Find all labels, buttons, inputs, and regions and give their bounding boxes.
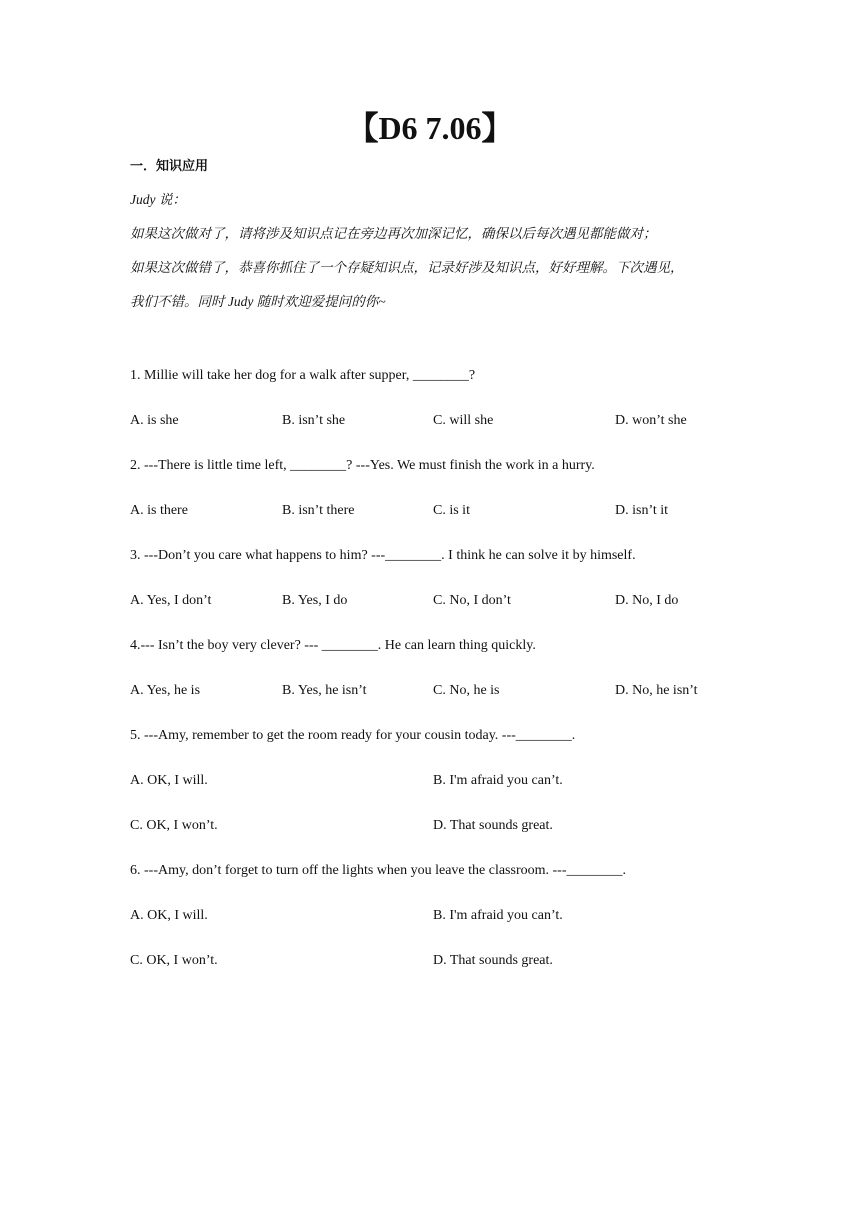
option-c: C. will she <box>433 413 494 428</box>
option-a: A. is she <box>130 413 179 428</box>
option-c: C. No, I don’t <box>433 593 511 608</box>
section-heading: 一．知识应用 <box>130 158 209 173</box>
question-3-stem: 3. ---Don’t you care what happens to him? ---________. I think he can solve it by himself. <box>130 548 636 563</box>
intro-line: Judy 说： <box>130 192 186 207</box>
option-d: D. That sounds great. <box>433 953 553 968</box>
option-b: B. isn’t there <box>282 503 355 518</box>
question-6-options-row2 <box>130 951 750 971</box>
option-b: B. I'm afraid you can’t. <box>433 908 563 923</box>
option-a: A. OK, I will. <box>130 773 208 788</box>
intro-line: 如果这次做对了，请将涉及知识点记在旁边再次加深记忆，确保以后每次遇见都能做对； <box>130 226 657 241</box>
option-b: B. I'm afraid you can’t. <box>433 773 563 788</box>
option-a: A. Yes, he is <box>130 683 201 698</box>
option-c: C. OK, I won’t. <box>130 953 218 968</box>
option-b: B. isn’t she <box>282 413 346 428</box>
option-d: D. That sounds great. <box>433 818 553 833</box>
question-4-options <box>130 681 750 701</box>
question-2-options <box>130 501 750 521</box>
option-d: D. won’t she <box>615 413 687 428</box>
option-d: D. isn’t it <box>615 503 669 518</box>
option-a: A. OK, I will. <box>130 908 208 923</box>
question-6-stem: 6. ---Amy, don’t forget to turn off the lights when you leave the classroom. ---________. <box>130 863 626 878</box>
option-d: D. No, he isn’t <box>615 683 698 698</box>
question-6-options-row1 <box>130 906 750 926</box>
option-b: B. Yes, he isn’t <box>282 683 367 698</box>
question-5-options-row1 <box>130 771 750 791</box>
option-a: A. Yes, I don’t <box>130 593 212 608</box>
option-c: C. No, he is <box>433 683 500 698</box>
option-c: C. OK, I won’t. <box>130 818 218 833</box>
question-3-options <box>130 591 750 611</box>
option-a: A. is there <box>130 503 188 518</box>
question-5-stem: 5. ---Amy, remember to get the room ready for your cousin today. ---________. <box>130 728 576 743</box>
intro-line: 我们不错。同时 Judy 随时欢迎爱提问的你~ <box>130 294 386 309</box>
option-c: C. is it <box>433 503 470 518</box>
question-5-options-row2 <box>130 816 750 836</box>
question-1-options <box>130 411 750 431</box>
option-d: D. No, I do <box>615 593 679 608</box>
question-4-stem: 4.--- Isn’t the boy very clever? --- ________. He can learn thing quickly. <box>130 638 536 653</box>
intro-line: 如果这次做错了，恭喜你抓住了一个存疑知识点，记录好涉及知识点，好好理解。下次遇见， <box>130 260 684 275</box>
question-1-stem: 1. Millie will take her dog for a walk after supper, ________? <box>130 368 476 383</box>
question-2-stem: 2. ---There is little time left, ________? ---Yes. We must finish the work in a hurry. <box>130 458 595 473</box>
page-title: 【D6 7.06】 <box>346 110 514 146</box>
option-b: B. Yes, I do <box>282 593 348 608</box>
